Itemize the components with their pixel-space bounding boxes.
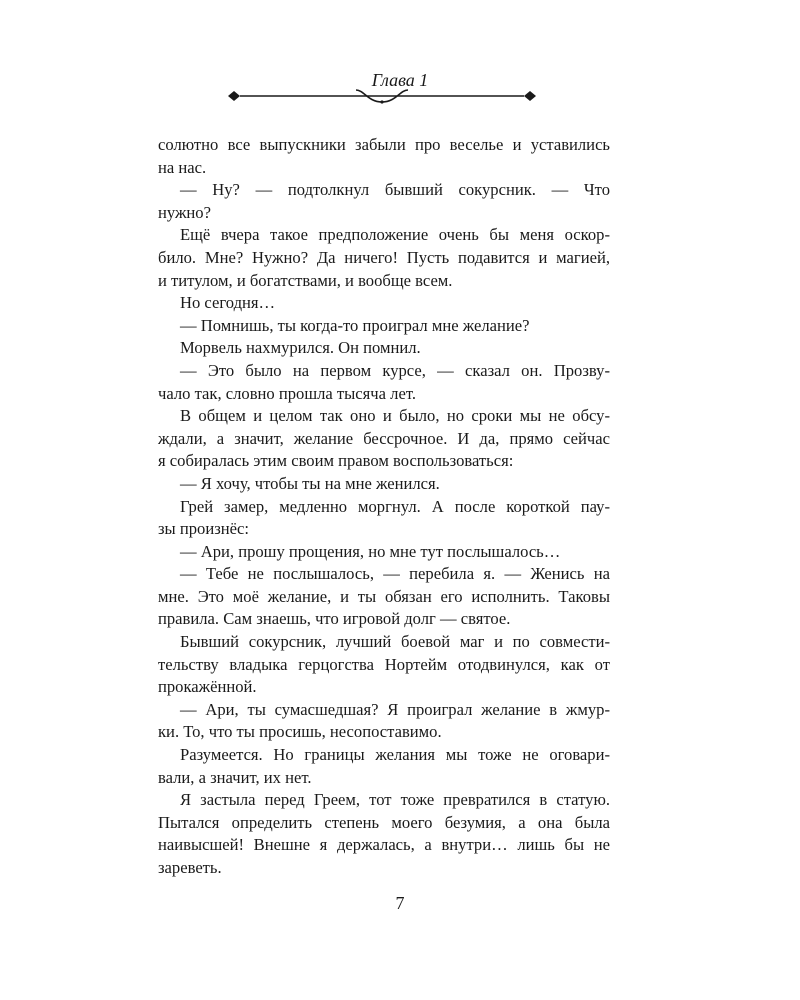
text-line: — Ари, ты сумасшедшая? Я проиграл желание в жмур-	[180, 699, 610, 719]
text-line: вали, а значит, их нет.	[158, 767, 312, 787]
body-text	[158, 134, 610, 880]
text-line: Морвель нахмурился. Он помнил.	[180, 338, 421, 358]
text-line: нужно?	[158, 202, 211, 222]
text-line: Я застыла перед Греем, тот тоже превратился в статую.	[180, 790, 610, 810]
text-line: зы произнёс:	[158, 519, 249, 539]
text-line: солютно все выпускники забыли про веселье и уставились	[158, 135, 610, 154]
text-line: чало так, словно прошла тысяча лет.	[158, 383, 416, 403]
text-line: Грей замер, медленно моргнул. А после короткой пау-	[180, 496, 610, 516]
text-line: тельству владыка герцогства Нортейм отодвинулся, как от	[158, 654, 610, 674]
text-line: — Помнишь, ты когда-то проиграл мне желание?	[180, 315, 530, 335]
text-line: — Ари, прошу прощения, но мне тут послышалось…	[180, 541, 561, 561]
text-line: — Тебе не послышалось, — перебила я. — Женись на	[180, 564, 610, 584]
text-line: и титулом, и богатствами, и вообще всем.	[158, 270, 453, 290]
text-line: В общем и целом так оно и было, но сроки мы не обсу-	[180, 406, 610, 426]
text-line: Но сегодня…	[180, 293, 276, 313]
text-line: Разумеется. Но границы желания мы тоже не оговари-	[180, 745, 610, 765]
text-line: — Это было на первом курсе, — сказал он. Прозву-	[180, 360, 610, 380]
text-line: ки. То, что ты просишь, несопоставимо.	[158, 722, 442, 742]
text-line: я собиралась этим своим правом воспользоваться:	[158, 451, 514, 471]
text-line: прокажённой.	[158, 677, 257, 697]
chapter-title: Глава 1	[371, 70, 429, 90]
text-line: Ещё вчера такое предположение очень бы меня оскор-	[180, 225, 610, 245]
text-line: зареветь.	[158, 858, 222, 877]
text-line: — Я хочу, чтобы ты на мне женился.	[180, 473, 440, 493]
text-line: на нас.	[158, 157, 207, 177]
text-line: наивысшей! Внешне я держалась, а внутри… лишь бы не	[158, 835, 610, 855]
page-number: 7	[395, 893, 405, 913]
text-line: Бывший сокурсник, лучший боевой маг и по совмести-	[180, 632, 610, 652]
text-line: — Ну? — подтолкнул бывший сокурсник. — Что	[180, 180, 610, 200]
text-line: Пытался определить степень моего безумия, а она была	[158, 812, 610, 832]
chapter-divider-ornament	[226, 88, 538, 104]
text-line: мне. Это моё желание, и ты обязан его исполнить. Таковы	[158, 586, 610, 606]
text-line: правила. Сам знаешь, что игровой долг — святое.	[158, 609, 511, 629]
text-line: било. Мне? Нужно? Да ничего! Пусть подавится и магией,	[158, 247, 610, 267]
text-line: ждали, а значит, желание бессрочное. И да, прямо сейчас	[158, 428, 610, 448]
